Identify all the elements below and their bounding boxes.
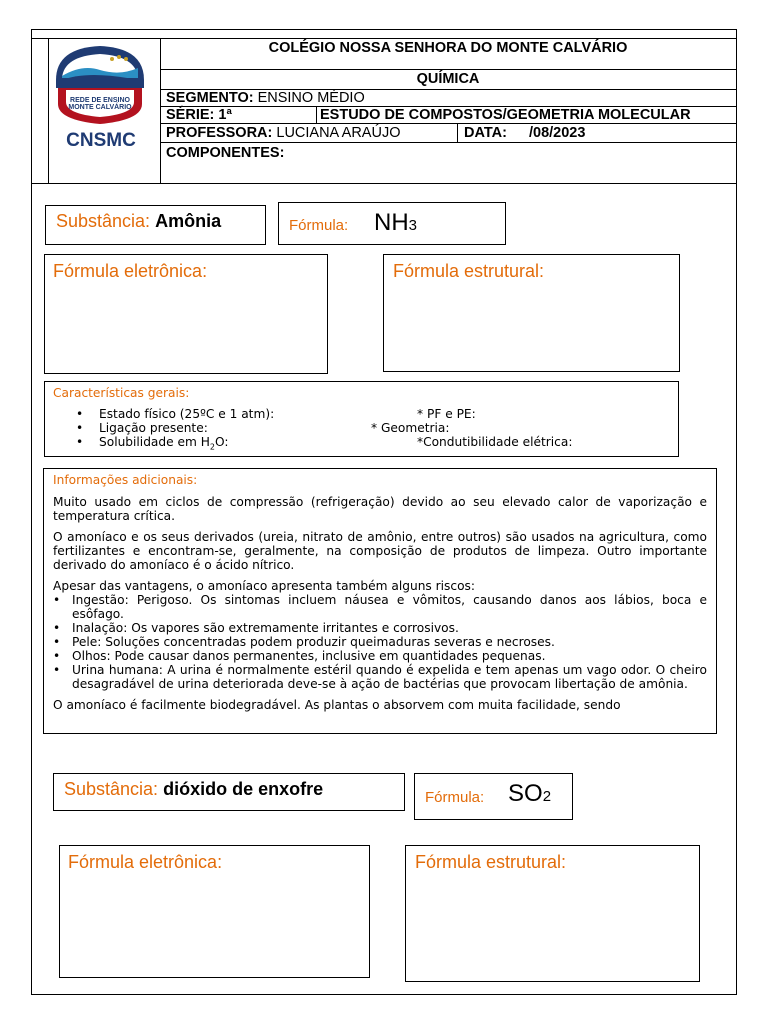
header-logo-divider (160, 38, 161, 183)
info-paragraph: Apesar das vantagens, o amoníaco apresenta também alguns riscos: (53, 579, 476, 593)
structural-formula-box-2 (405, 845, 700, 982)
serie-label: SÉRIE: (166, 107, 215, 123)
formula-label: Fórmula: (425, 789, 485, 806)
segment-value: ENSINO MÉDIO (257, 90, 365, 106)
list-item: • Estado físico (25ºC e 1 atm): * PF e PE: (45, 407, 675, 421)
teacher-row (166, 125, 400, 141)
structural-formula-label: Fórmula estrutural: (393, 261, 545, 281)
serie-value: 1ª (218, 107, 232, 123)
teacher-label: PROFESSORA: (166, 125, 273, 141)
formula-value: NH3 (374, 209, 418, 236)
list-item: • Urina humana: A urina é normalmente estéril quando é expelida e tem apenas um vago odor. O cheiro desagradável de urina deteriorada deve-se à ação de bactérias que provocam libertação de amônia. (53, 663, 707, 691)
info-paragraph: O amoníaco é facilmente biodegradável. As plantas o absorvem com muita facilidade, sendo (53, 698, 621, 712)
info-paragraph: O amoníaco e os seus derivados (ureia, nitrato de amônio, entre outros) são usados na agricultura, como fertilizantes e encontram-se, geralmente, na composição de produtos de limpeza. Outro importante derivado do amoníaco é o ácido nítrico. (53, 530, 707, 572)
school-name: COLÉGIO NOSSA SENHORA DO MONTE CALVÁRIO (268, 40, 628, 56)
substance-label: Substância: (64, 779, 159, 799)
list-item: • Ingestão: Perigoso. Os sintomas incluem náusea e vômitos, causando danos aos lábios, boca e esôfago. (53, 593, 707, 621)
formula-value: SO2 (508, 780, 552, 807)
list-item: • Solubilidade em $H_2O$: *Condutibilidade elétrica: (45, 435, 675, 449)
segment-label: SEGMENTO: (166, 90, 254, 106)
electronic-formula-label: Fórmula eletrônica: (68, 852, 223, 872)
components-label: COMPONENTES: (166, 145, 285, 161)
serie-row (166, 107, 232, 123)
header-row-rule (160, 123, 736, 124)
school-logo (48, 40, 158, 160)
date-label: DATA: (464, 125, 507, 141)
structural-formula-label: Fórmula estrutural: (415, 852, 567, 872)
substance-name: dióxido de enxofre (163, 779, 324, 799)
date-value: /08/2023 (528, 125, 586, 141)
electronic-formula-box-2 (59, 845, 370, 978)
formula-box-1 (278, 202, 506, 245)
header-right-rule (736, 38, 737, 183)
formula-box-2 (414, 773, 573, 820)
electronic-formula-label: Fórmula eletrônica: (53, 261, 208, 281)
date-divider (457, 123, 458, 142)
list-item: • Inalação: Os vapores são extremamente irritantes e corrosivos. (53, 621, 707, 635)
risks-list (53, 593, 707, 691)
additional-info-box (43, 468, 717, 734)
date-row (464, 125, 585, 141)
header-bottom-rule (31, 183, 737, 184)
substance-box-2 (53, 773, 405, 811)
serie-divider (316, 106, 317, 123)
characteristics-list (45, 407, 675, 452)
header-row-rule (160, 142, 736, 143)
list-item: • Pele: Soluções concentradas podem produzir queimaduras severas e necroses. (53, 635, 707, 649)
electronic-formula-box-1 (44, 254, 328, 374)
segment-row (166, 90, 365, 106)
topic-title: ESTUDO DE COMPOSTOS/GEOMETRIA MOLECULAR (320, 107, 691, 123)
characteristics-box (44, 381, 679, 457)
characteristics-title: Características gerais: (53, 386, 190, 400)
substance-box-1 (45, 205, 266, 245)
teacher-value: LUCIANA ARAÚJO (276, 125, 401, 141)
substance-name: Amônia (155, 211, 222, 231)
header-row-rule (160, 69, 736, 70)
formula-label: Fórmula: (289, 217, 349, 234)
substance-label: Substância: (56, 211, 151, 231)
list-item: • Ligação presente: * Geometria: (45, 421, 675, 435)
info-paragraph: Muito usado em ciclos de compressão (refrigeração) devido ao seu elevado calor de vaporização e temperatura crítica. (53, 495, 707, 523)
header-top-rule (31, 38, 737, 39)
additional-info-title: Informações adicionais: (53, 473, 198, 487)
structural-formula-box-1 (383, 254, 680, 372)
logo-ribbon-text: REDE DE ENSINO MONTE CALVÁRIO (68, 97, 132, 111)
logo-acronym: CNSMC (66, 130, 136, 151)
subject-title: QUÍMICA (416, 71, 480, 87)
list-item: • Olhos: Pode causar danos permanentes, inclusive em quantidades pequenas. (53, 649, 707, 663)
